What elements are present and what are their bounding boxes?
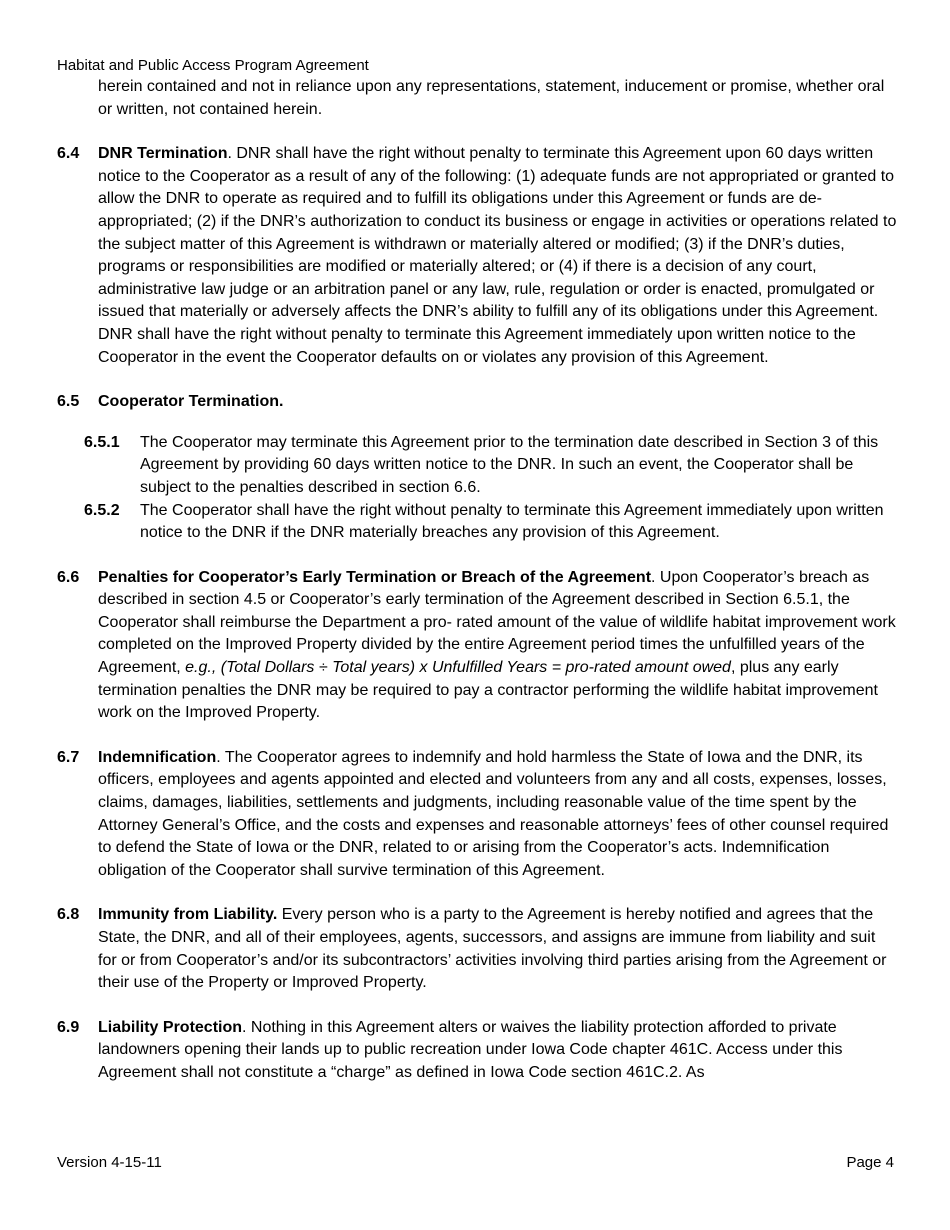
- section-heading: Cooperator Termination.: [98, 393, 284, 411]
- section-body: Every person who is a party to the Agreement is hereby notified and agrees that the State, the DNR, and all of their employees, agents, successors, and assigns are immune from liability and suit for or from Cooperator’s and/or its subcontractors’ activities involving third parties arising from the Agreement or their use of the Property or Improved Property.: [98, 906, 887, 992]
- section-number: 6.6: [57, 568, 80, 586]
- section-6-7: [57, 747, 897, 883]
- section-text: [98, 904, 897, 994]
- section-heading: DNR Termination: [98, 145, 228, 163]
- section-number: 6.8: [57, 906, 80, 924]
- subsection-6-5-2: [84, 500, 897, 545]
- formula-text: e.g., (Total Dollars ÷ Total years) x Unfulfilled Years = pro-rated amount owed: [185, 659, 731, 677]
- section-text: [98, 391, 897, 414]
- section-6-8: [57, 904, 897, 994]
- section-heading: Immunity from Liability.: [98, 906, 278, 924]
- section-body: . Nothing in this Agreement alters or waives the liability protection afforded to private landowners opening their lands up to public recreation under Iowa Code chapter 461C. Access under this Agreement shall not constitute a “charge” as defined in Iowa Code section 461C.2. As: [98, 1018, 843, 1081]
- section-6-6: [57, 567, 897, 725]
- subsection-number: 6.5.1: [84, 433, 120, 451]
- section-text: [98, 567, 897, 725]
- intro-paragraph: herein contained and not in reliance upon any representations, statement, inducement or promise, whether oral or written, not contained herein.: [98, 78, 885, 118]
- section-body: . Upon Cooperator’s breach as described in section 4.5 or Cooperator’s early termination of the Agreement described in Section 6.5.1, the Cooperator shall reimburse the Department a pro- rated amount of the value of wildlife habitat improvement work completed on the Improved Property divided by the entire Agreement period times the unfulfilled years of the Agreement,: [98, 568, 896, 677]
- section-heading: Penalties for Cooperator’s Early Termination or Breach of the Agreement: [98, 568, 652, 586]
- section-6-5: [57, 391, 897, 414]
- section-text: [98, 747, 897, 883]
- section-number: 6.4: [57, 145, 80, 163]
- document-body: [57, 76, 897, 1085]
- page-header: Habitat and Public Access Program Agreement: [57, 57, 369, 74]
- section-heading: Indemnification: [98, 748, 217, 766]
- section-text: [98, 143, 897, 369]
- section-number: 6.5: [57, 393, 80, 411]
- section-body: . DNR shall have the right without penalty to terminate this Agreement upon 60 days written notice to the Cooperator as a result of any of the following: (1) adequate funds are not appropriated or granted to allow the DNR to operate as required and to fulfill its obligations under this Agreement or funds are de-appropriated; (2) if the DNR’s authorization to conduct its business or engage in activities or operations related to the subject matter of this Agreement is withdrawn or materially altered or modified; (3) if the DNR’s duties, programs or responsibilities are modified or materially altered; or (4) if there is a decision of any court, administrative law judge or an arbitration panel or any law, rule, regulation or order is enacted, promulgated or issued that materially or adversely affects the DNR’s ability to fulfill any of its obligations under this Agreement. DNR shall have the right without penalty to terminate this Agreement immediately upon written notice to the Cooperator in the event the Cooperator defaults on or violates any provision of this Agreement.: [98, 145, 897, 366]
- version-label: Version 4-15-11: [57, 1154, 162, 1171]
- subsection-text: The Cooperator shall have the right without penalty to terminate this Agreement immediately upon written notice to the DNR if the DNR materially breaches any provision of this Agreement.: [140, 501, 884, 542]
- page-number: Page 4: [846, 1154, 894, 1171]
- subsection-text: The Cooperator may terminate this Agreement prior to the termination date described in Section 3 of this Agreement by providing 60 days written notice to the DNR. In such an event, the Cooperator shall be subject to the penalties described in section 6.6.: [140, 433, 879, 496]
- section-6-4: [57, 143, 897, 369]
- subsection-6-5-1: [84, 432, 897, 500]
- section-body: . The Cooperator agrees to indemnify and hold harmless the State of Iowa and the DNR, its officers, employees and agents appointed and elected and volunteers from any and all costs, expenses, losses, claims, damages, liabilities, settlements and judgments, including reasonable value of the time spent by the Attorney General’s Office, and the costs and expenses and reasonable attorneys’ fees of other counsel required to defend the State of Iowa or the DNR, related to or arising from the Cooperator’s acts. Indemnification obligation of the Cooperator shall survive termination of this Agreement.: [98, 748, 889, 879]
- subsection-number: 6.5.2: [84, 501, 120, 519]
- section-heading: Liability Protection: [98, 1018, 243, 1036]
- section-number: 6.9: [57, 1018, 80, 1036]
- section-text: [98, 1017, 897, 1085]
- section-6-9: [57, 1017, 897, 1085]
- section-body-continued: , plus any early termination penalties the DNR may be required to pay a contractor performing the wildlife habitat improvement work on the Improved Property.: [98, 659, 878, 722]
- section-number: 6.7: [57, 748, 80, 766]
